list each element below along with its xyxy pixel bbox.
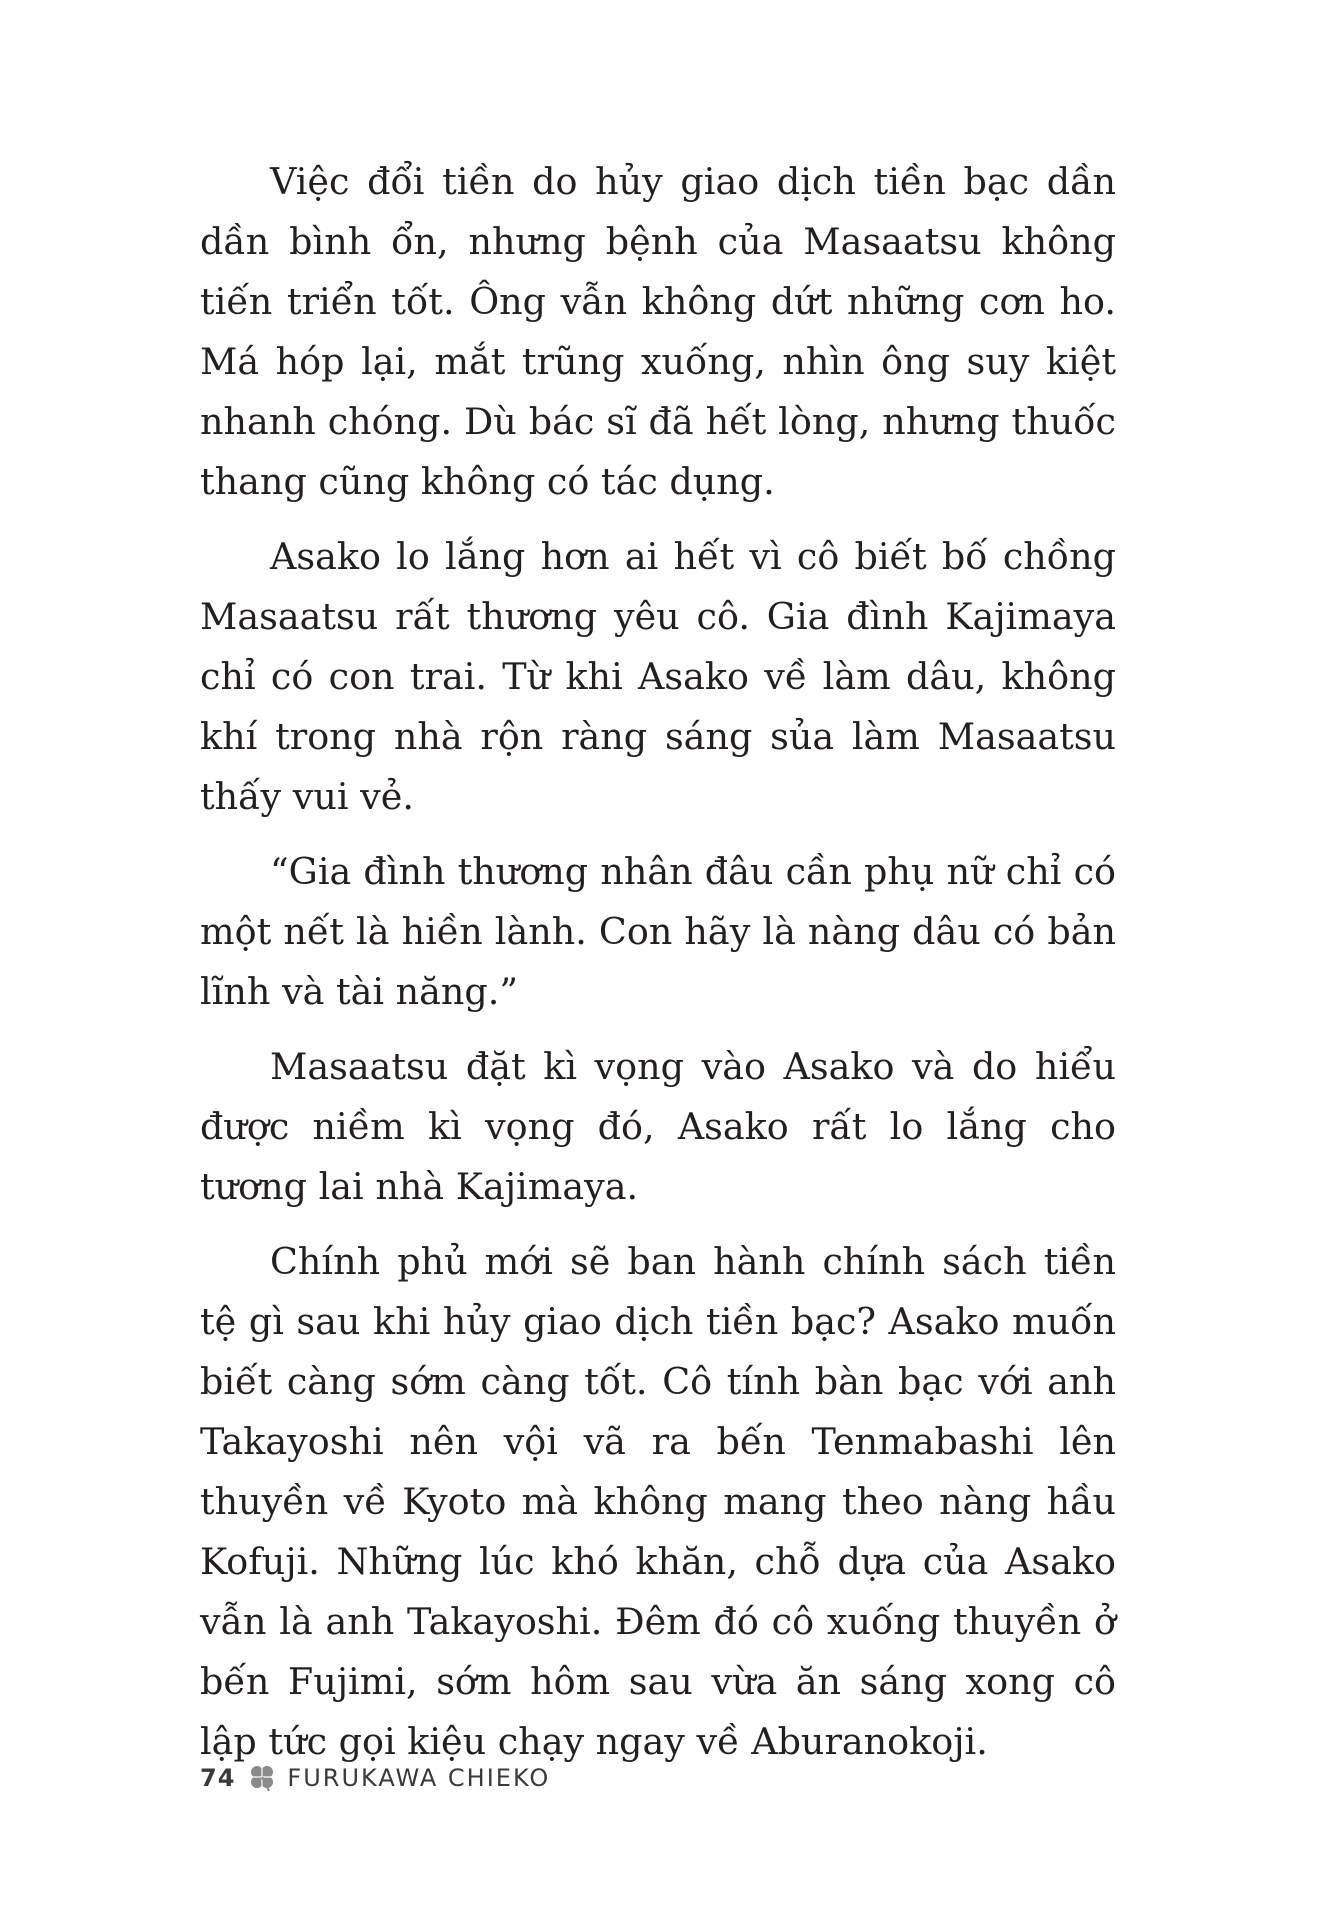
paragraph-4: Masaatsu đặt kì vọng vào Asako và do hiểu được niềm kì vọng đó, Asako rất lo lắng cho tương lai nhà Kajimaya.	[200, 1045, 1116, 1208]
page-number: 74	[200, 1764, 236, 1792]
paragraph-1: Việc đổi tiền do hủy giao dịch tiền bạc dần dần bình ổn, nhưng bệnh của Masaatsu không tiến triển tốt. Ông vẫn không dứt những cơn ho. Má hóp lại, mắt trũng xuống, nhìn ông suy kiệt nhanh chóng. Dù bác sĩ đã hết lòng, nhưng thuốc thang cũng không có tác dụng.	[200, 160, 1116, 503]
clover-icon	[247, 1763, 277, 1793]
paragraph-2: Asako lo lắng hơn ai hết vì cô biết bố chồng Masaatsu rất thương yêu cô. Gia đình Kajimaya chỉ có con trai. Từ khi Asako về làm dâu, không khí trong nhà rộn ràng sáng sủa làm Masaatsu thấy vui vẻ.	[200, 535, 1116, 818]
body-text	[200, 152, 1116, 1787]
author-name: FURUKAWA CHIEKO	[287, 1764, 551, 1792]
paragraph-5: Chính phủ mới sẽ ban hành chính sách tiền tệ gì sau khi hủy giao dịch tiền bạc? Asako muốn biết càng sớm càng tốt. Cô tính bàn bạc với anh Takayoshi nên vội vã ra bến Tenmabashi lên thuyền về Kyoto mà không mang theo nàng hầu Kofuji. Những lúc khó khăn, chỗ dựa của Asako vẫn là anh Takayoshi. Đêm đó cô xuống thuyền ở bến Fujimi, sớm hôm sau vừa ăn sáng xong cô lập tức gọi kiệu chạy ngay về Aburanokoji.	[200, 1240, 1116, 1763]
page-footer	[200, 1760, 550, 1796]
paragraph-3: “Gia đình thương nhân đâu cần phụ nữ chỉ có một nết là hiền lành. Con hãy là nàng dâu có bản lĩnh và tài năng.”	[200, 850, 1116, 1013]
